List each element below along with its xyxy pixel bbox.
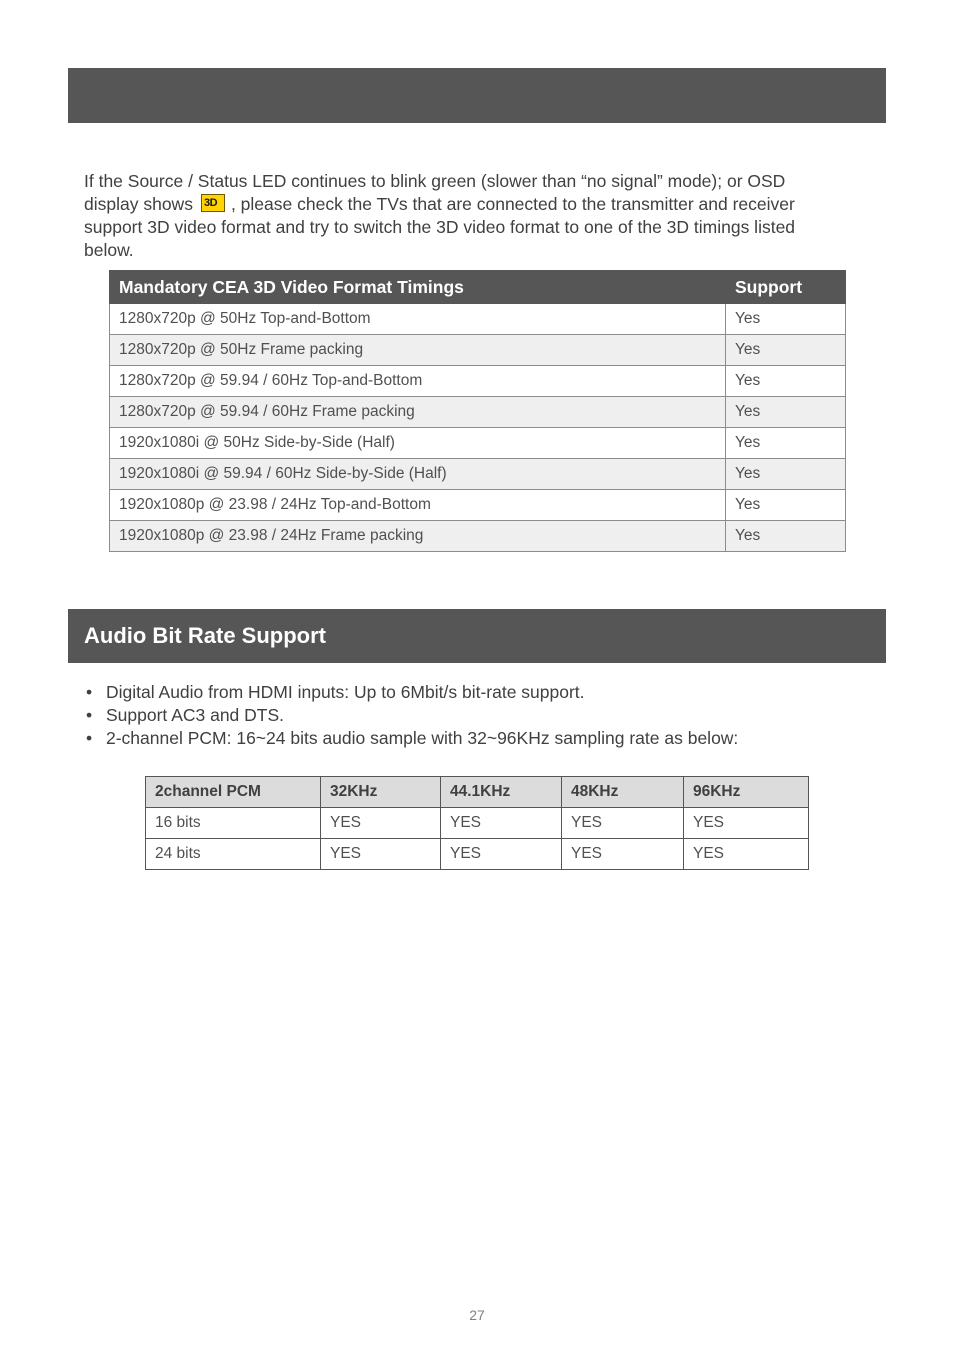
timing-cell: 1920x1080p @ 23.98 / 24Hz Frame packing bbox=[110, 521, 726, 552]
intro-paragraph bbox=[84, 170, 844, 262]
header-timings: Mandatory CEA 3D Video Format Timings bbox=[110, 271, 726, 304]
table-row bbox=[110, 459, 846, 490]
timing-cell: 1280x720p @ 50Hz Frame packing bbox=[110, 335, 726, 366]
table-row bbox=[110, 521, 846, 552]
header-support: Support bbox=[726, 271, 846, 304]
support-cell: YES bbox=[441, 808, 562, 839]
bits-cell: 16 bits bbox=[146, 808, 321, 839]
header-48khz: 48KHz bbox=[562, 777, 684, 808]
support-cell: Yes bbox=[726, 304, 846, 335]
table-row bbox=[110, 366, 846, 397]
table-header-row bbox=[110, 271, 846, 304]
list-item: • Digital Audio from HDMI inputs: Up to 6Mbit/s bit-rate support. bbox=[84, 681, 738, 704]
support-cell: Yes bbox=[726, 397, 846, 428]
header-32khz: 32KHz bbox=[321, 777, 441, 808]
table-row bbox=[110, 428, 846, 459]
header-96khz: 96KHz bbox=[684, 777, 809, 808]
support-cell: YES bbox=[441, 839, 562, 870]
support-cell: Yes bbox=[726, 490, 846, 521]
support-cell: Yes bbox=[726, 366, 846, 397]
section-title-audio: Audio Bit Rate Support bbox=[84, 623, 326, 648]
support-cell: YES bbox=[562, 808, 684, 839]
table-row bbox=[110, 304, 846, 335]
support-cell: Yes bbox=[726, 521, 846, 552]
timing-cell: 1280x720p @ 59.94 / 60Hz Frame packing bbox=[110, 397, 726, 428]
list-item: • Support AC3 and DTS. bbox=[84, 704, 738, 727]
intro-text-after-icon: , please check the TVs that are connected to the transmitter and receiver support 3D video format and try to switch the 3D video format to one of the 3D timings listed below. bbox=[84, 193, 796, 260]
support-cell: YES bbox=[684, 808, 809, 839]
page-number: 27 bbox=[469, 1307, 485, 1323]
list-item: • 2-channel PCM: 16~24 bits audio sample with 32~96KHz sampling rate as below: bbox=[84, 727, 738, 750]
support-cell: Yes bbox=[726, 428, 846, 459]
section-header-bar-3d bbox=[68, 68, 886, 123]
timing-cell: 1920x1080i @ 50Hz Side-by-Side (Half) bbox=[110, 428, 726, 459]
timing-cell: 1280x720p @ 50Hz Top-and-Bottom bbox=[110, 304, 726, 335]
osd-3d-icon bbox=[201, 194, 225, 212]
3d-timings-table bbox=[109, 270, 846, 552]
support-cell: YES bbox=[321, 839, 441, 870]
audio-feature-list bbox=[84, 681, 738, 750]
table-row bbox=[110, 335, 846, 366]
timing-cell: 1280x720p @ 59.94 / 60Hz Top-and-Bottom bbox=[110, 366, 726, 397]
support-cell: Yes bbox=[726, 459, 846, 490]
support-cell: YES bbox=[321, 808, 441, 839]
support-cell: YES bbox=[562, 839, 684, 870]
support-cell: YES bbox=[684, 839, 809, 870]
table-row bbox=[146, 839, 809, 870]
bits-cell: 24 bits bbox=[146, 839, 321, 870]
table-row bbox=[146, 808, 809, 839]
pcm-sampling-table bbox=[145, 776, 809, 870]
header-pcm: 2channel PCM bbox=[146, 777, 321, 808]
table-header-row bbox=[146, 777, 809, 808]
header-44khz: 44.1KHz bbox=[441, 777, 562, 808]
section-header-bar-audio bbox=[68, 609, 886, 663]
osd-3d-icon-label: 3D bbox=[203, 196, 218, 209]
timing-cell: 1920x1080i @ 59.94 / 60Hz Side-by-Side (Half) bbox=[110, 459, 726, 490]
intro-text-before-icon: If the Source / Status LED continues to blink green (slower than “no signal” mode); or OSD display shows bbox=[84, 170, 786, 214]
table-row bbox=[110, 397, 846, 428]
support-cell: Yes bbox=[726, 335, 846, 366]
table-row bbox=[110, 490, 846, 521]
timing-cell: 1920x1080p @ 23.98 / 24Hz Top-and-Bottom bbox=[110, 490, 726, 521]
